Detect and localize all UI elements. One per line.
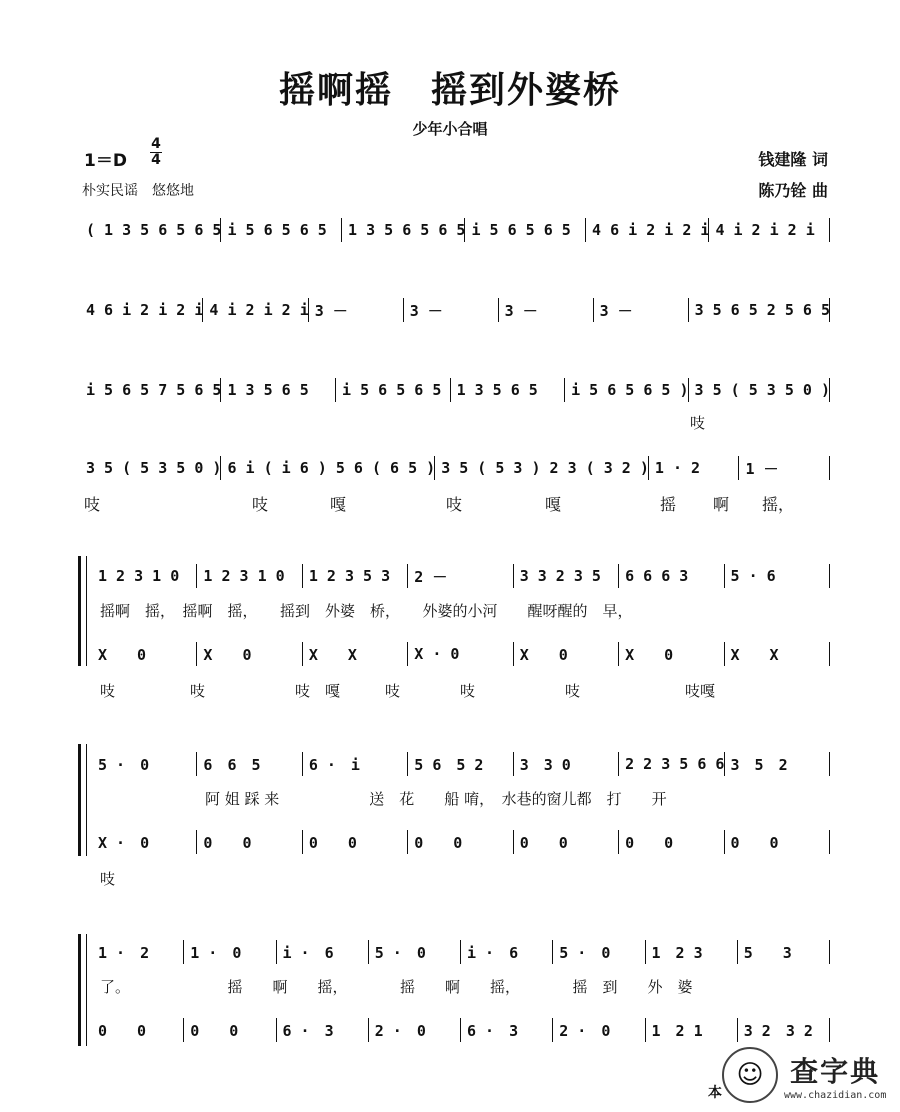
time-signature [150,137,162,168]
watermark-brand: 查字典 [790,1054,881,1088]
page-title: 摇啊摇 摇到外婆桥 [278,69,621,111]
measure: 0 0 [96,1016,184,1044]
score-system-7-upper [96,938,830,966]
lyric-word: 吱 [446,495,463,514]
subtitle: 少年小合唱 [412,120,488,138]
lyricist-credit: 钱建隆 词 [758,150,828,169]
measure: 2 2 3 5 6 6 [619,750,724,778]
measure: 6 6 5 [197,750,302,778]
measure: X 0 [197,640,302,668]
score-system-4 [84,454,830,482]
system-bracket-line [86,744,87,856]
watermark-url: www.chazidian.com [784,1089,887,1101]
measure: 1 － [739,454,830,482]
measure: 0 0 [619,828,724,856]
measure: 1 2 3 5 3 [303,562,408,590]
measure: X · 0 [96,828,197,856]
measure: 0 0 [197,828,302,856]
score-system-5-upper [96,562,830,590]
measure: ( 1 3 5 6 5 6 5 [84,216,221,244]
measure: 3 3 2 3 5 [514,562,619,590]
measure: 1 · 2 [96,938,184,966]
measure: 3 － [594,296,689,324]
lyric-line: 了。 摇 啊 摇， 摇 啊 摇， 摇 到 外 婆 [100,978,693,996]
measure: 1 3 5 6 5 [221,376,336,404]
measure: i 5 6 5 6 5 [336,376,451,404]
measure: X X [725,640,830,668]
time-sig-top: 4 [151,136,161,152]
graduate-face-icon: ☺ [722,1047,778,1103]
measure: 3 2 3 2 [738,1016,830,1044]
measure: 1 2 3 [646,938,738,966]
measure: X · 0 [408,640,513,668]
measure: 0 0 [303,828,408,856]
measure: i 5 6 5 6 5 ) [565,376,688,404]
watermark-text [784,1050,886,1101]
measure: X 0 [619,640,724,668]
measure: 1 · 0 [184,938,276,966]
measure: i 5 6 5 6 5 [221,216,342,244]
measure: 4 i 2 i 2 i [709,216,830,244]
score-system-7-lower [96,1016,830,1044]
measure: X 0 [96,640,197,668]
system-brace [78,744,81,856]
measure: 3 5 2 [725,750,830,778]
score-system-3 [84,376,830,404]
measure: i 5 6 5 7 5 6 5 [84,376,221,404]
score-system-6-lower [96,828,830,856]
lyric-word: 嘎 [330,495,347,514]
measure: 1 3 5 6 5 6 5 [342,216,465,244]
measure: 1 · 2 [649,454,740,482]
measure: i · 6 [461,938,553,966]
lyric-word: 摇， [762,495,795,514]
measure: 3 － [309,296,404,324]
measure: 3 5 ( 5 3 5 0 ) [689,376,830,404]
system-brace [78,934,81,1046]
measure: 2 － [408,562,513,590]
measure: 6 6 6 3 [619,562,724,590]
score-system-1 [84,216,830,244]
lyric-line: 摇啊 摇， 摇啊 摇， 摇到 外婆 桥， 外婆的小河 醒呀醒的 早， [100,602,633,620]
lyric-line: 吱 [100,870,116,888]
measure: 3 5 6 5 2 5 6 5 [689,296,830,324]
measure: 3 － [499,296,594,324]
score-system-5-lower [96,640,830,668]
measure: X 0 [514,640,619,668]
composer-credit: 陈乃铨 曲 [758,181,828,200]
lyric-line: 吱 吱 吱 嘎 吱 吱 吱 吱嘎 [100,682,716,700]
watermark-logo [722,1044,892,1106]
measure: 1 3 5 6 5 [451,376,566,404]
page-footer-char: 本 [708,1085,722,1101]
measure: X X [303,640,408,668]
measure: 0 0 [184,1016,276,1044]
measure: 2 · 0 [553,1016,645,1044]
lyric-word: 啊 [713,495,730,514]
measure: 6 · i [303,750,408,778]
measure: i 5 6 5 6 5 [465,216,586,244]
origin-tempo: 朴实民谣 悠悠地 [82,183,194,199]
measure: 5 · 0 [96,750,197,778]
measure: 4 6 i 2 i 2 i [84,296,203,324]
measure: 5 · 6 [725,562,830,590]
measure: 2 · 0 [369,1016,461,1044]
system-bracket-line [86,934,87,1046]
measure: 5 6 5 2 [408,750,513,778]
measure: i · 6 [277,938,369,966]
time-sig-bottom: 4 [151,152,161,168]
score-system-6-upper [96,750,830,778]
score-system-2 [84,296,830,324]
measure: 4 6 i 2 i 2 i [586,216,709,244]
lyric-line: 阿 姐 踩 来 送 花 船 唷， 水巷的窗儿都 打 开 [100,790,667,808]
key-signature: 1＝D [84,151,127,171]
lyric-word: 摇 [660,495,677,514]
measure: 3 5 ( 5 3 ) 2 3 ( 3 2 ) [435,454,649,482]
measure: 1 2 3 1 0 [197,562,302,590]
lyric-line: 吱 [690,414,706,432]
measure: 0 0 [408,828,513,856]
system-bracket-line [86,556,87,666]
measure: 0 0 [514,828,619,856]
lyric-word: 吱 [252,495,269,514]
lyric-word: 吱 [84,495,101,514]
measure: 5 · 0 [369,938,461,966]
measure: 5 3 [738,938,830,966]
measure: 6 · 3 [461,1016,553,1044]
measure: 3 － [404,296,499,324]
measure: 0 0 [725,828,830,856]
measure: 3 3 0 [514,750,619,778]
measure: 3 5 ( 5 3 5 0 ) [84,454,221,482]
lyric-word: 嘎 [545,495,562,514]
measure: 5 · 0 [553,938,645,966]
measure: 1 2 1 [646,1016,738,1044]
measure: 6 i ( i 6 ) 5 6 ( 6 5 ) [221,454,435,482]
system-brace [78,556,81,666]
measure: 6 · 3 [277,1016,369,1044]
measure: 4 i 2 i 2 i [203,296,308,324]
measure: 1 2 3 1 0 [96,562,197,590]
